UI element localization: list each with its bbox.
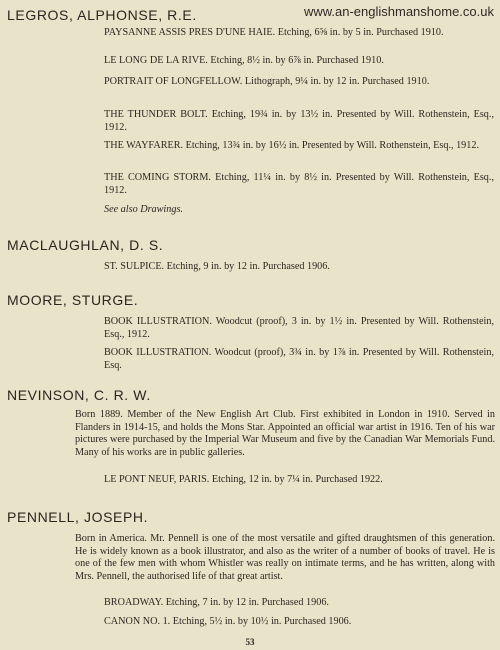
artist-heading-maclaughlan: MACLAUGHLAN, D. S.: [7, 237, 164, 253]
artist-heading-moore: MOORE, STURGE.: [7, 292, 139, 308]
artist-heading-nevinson: NEVINSON, C. R. W.: [7, 387, 151, 403]
artist-bio-pennell: Born in America. Mr. Pennell is one of the most versatile and gifted draughtsmen of this generation. He is widely known as a book illustrator, and also as the writer of a number of books of travel. He is one of the few men with whom Whistler was really on intimate terms, and he has written, along with Mrs. Pennell, the authorised life of that great artist.: [75, 533, 495, 582]
entry-le-long-de-la-rive: LE LONG DE LA RIVE. Etching, 8½ in. by 6⅞ in. Purchased 1910.: [104, 55, 384, 66]
entry-canon-no-1: CANON NO. 1. Etching, 5½ in. by 10½ in. Purchased 1906.: [104, 616, 352, 627]
entry-book-illustration-2: BOOK ILLUSTRATION. Woodcut (proof), 3¾ in. by 1⅞ in. Presented by Will. Rothenstein, Esq.: [104, 347, 494, 371]
watermark: www.an-englishmanshome.co.uk: [303, 4, 494, 19]
entry-book-illustration-1: BOOK ILLUSTRATION. Woodcut (proof), 3 in. by 1½ in. Presented by Will. Rothenstein, Esq., 1912.: [104, 316, 494, 340]
entry-portrait-of-longfellow: PORTRAIT OF LONGFELLOW. Lithograph, 9¼ in. by 12 in. Purchased 1910.: [104, 76, 430, 87]
artist-heading-legros: LEGROS, ALPHONSE, R.E.: [7, 7, 197, 23]
artist-bio-nevinson: Born 1889. Member of the New English Art Club. First exhibited in London in 1910. Served in Flanders in 1914-15, and holds the Mons Star. Appointed an official war artist in 1916. Ten of his war pictures were purchased by the Imperial War Museum and five by the Canadian War Memorials Fund. Many of his works are in public galleries.: [75, 409, 495, 458]
entry-coming-storm: THE COMING STORM. Etching, 11¼ in. by 8½ in. Presented by Will. Rothenstein, Esq., 1912.: [104, 172, 494, 196]
entry-broadway: BROADWAY. Etching, 7 in. by 12 in. Purchased 1906.: [104, 597, 329, 608]
page-number: 53: [245, 637, 255, 647]
entry-wayfarer: THE WAYFARER. Etching, 13¾ in. by 16½ in. Presented by Will. Rothenstein, Esq., 1912.: [104, 140, 480, 151]
entry-st-sulpice: ST. SULPICE. Etching, 9 in. by 12 in. Purchased 1906.: [104, 261, 330, 272]
artist-heading-pennell: PENNELL, JOSEPH.: [7, 509, 149, 525]
entry-le-pont-neuf: LE PONT NEUF, PARIS. Etching, 12 in. by 7¼ in. Purchased 1922.: [104, 474, 383, 485]
entry-paysanne: PAYSANNE ASSIS PRES D'UNE HAIE. Etching, 6⅝ in. by 5 in. Purchased 1910.: [104, 27, 444, 38]
see-also-note: See also Drawings.: [104, 204, 183, 215]
entry-thunder-bolt: THE THUNDER BOLT. Etching, 19¾ in. by 13½ in. Presented by Will. Rothenstein, Esq., 1912.: [104, 109, 494, 133]
